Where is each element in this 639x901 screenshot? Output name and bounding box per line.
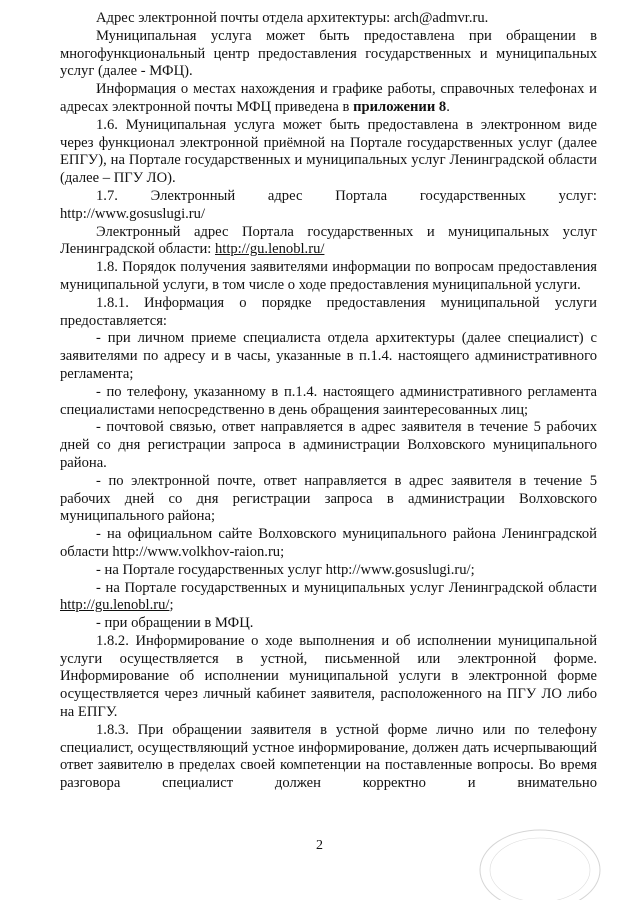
list-item-personal-reception xyxy=(60,330,597,383)
text-run: приложении 8 xyxy=(353,98,447,115)
stamp-mark xyxy=(455,800,605,900)
text-run: - на официальном сайте Волховского муниципального района Ленинградской области http://www.volkhov-raion.ru; xyxy=(60,526,597,560)
paragraph-1-8-3 xyxy=(60,722,597,793)
list-item-mfc xyxy=(60,615,597,633)
page-number: 2 xyxy=(316,838,323,853)
text-run: Электронный адрес Портала государственных и муниципальных услуг Ленинградской области: xyxy=(60,223,597,258)
text-run: 1.8.1. Информация о порядке предоставления муниципальной услуги предоставляется: xyxy=(60,294,597,329)
document-body xyxy=(60,10,597,793)
list-item-epgu xyxy=(60,562,597,580)
text-run: 1.8. Порядок получения заявителями информации по вопросам предоставления муниципальной услуги, в том числе о ходе предоставления муниципальной услуги. xyxy=(60,259,597,293)
text-run: Информация о местах нахождения и графике работы, справочных телефонах и адресах электронной почты МФЦ приведена в xyxy=(60,81,597,115)
text-run: 1.8.3. При обращении заявителя в устной форме лично или по телефону специалист, осуществляющий устное информирование, должен дать исчерпывающий ответ заявителю в пределах своей компетенции на поставленные вопросы. Во время разговора специалист должен корректно и внимательно xyxy=(60,721,597,792)
text-run: - на Портале государственных и муниципальных услуг Ленинградской области xyxy=(96,579,597,596)
text-run: - на Портале государственных услуг http://www.gosuslugi.ru/; xyxy=(96,561,475,578)
text-run: 1.6. Муниципальная услуга может быть предоставлена в электронном виде через функционал электронной приёмной на Портале государственных услуг (далее ЕПГУ), на Портале государственных и муниципальных услуг Ленинградской области (далее – ПГУ ЛО). xyxy=(60,116,597,187)
list-item-post xyxy=(60,419,597,472)
list-item-pgu-lo xyxy=(60,580,597,616)
paragraph-1-8 xyxy=(60,259,597,295)
paragraph-mfc-service xyxy=(60,28,597,81)
text-run: http://gu.lenobl.ru/ xyxy=(214,241,325,258)
text-run: . xyxy=(446,98,450,115)
paragraph-1-8-2 xyxy=(60,633,597,722)
paragraph-1-8-1 xyxy=(60,295,597,331)
text-run: - почтовой связью, ответ направляется в адрес заявителя в течение 5 рабочих дней со дня регистрации запроса в администрации Волховского муниципального района. xyxy=(60,419,597,471)
text-run: Муниципальная услуга может быть предоставлена при обращении в многофункциональный центр предоставления государственных и муниципальных услуг (далее - МФЦ). xyxy=(60,27,597,80)
paragraph-mfc-info xyxy=(60,81,597,117)
text-run: - по электронной почте, ответ направляется в адрес заявителя в течение 5 рабочих дней со дня регистрации запроса в администрации Волховского муниципального района; xyxy=(60,472,597,525)
text-run: ; xyxy=(169,597,174,614)
list-item-email xyxy=(60,473,597,526)
text-run: http://gu.lenobl.ru/ xyxy=(60,597,170,614)
text-run: - при обращении в МФЦ. xyxy=(96,615,254,632)
paragraph-1-6 xyxy=(60,117,597,188)
text-run: Адрес электронной почты отдела архитектуры: arch@admvr.ru. xyxy=(96,10,489,26)
paragraph-pgu-lo-address xyxy=(60,224,597,260)
list-item-phone xyxy=(60,384,597,420)
text-run: - по телефону, указанному в п.1.4. настоящего административного регламента специалистами непосредственно в день обращения заинтересованных лиц; xyxy=(60,383,597,418)
list-item-official-site xyxy=(60,526,597,562)
text-run: 1.8.2. Информирование о ходе выполнения и об исполнении муниципальной услуги осуществляется в устной, письменной или электронной форме. Информирование об исполнении муниципальной услуги в электронной форме осуществляется через личный кабинет заявителя, расположенного на ПГУ ЛО либо на ЕПГУ. xyxy=(60,632,597,721)
paragraph-email-arch xyxy=(60,10,597,28)
text-run: 1.7. Электронный адрес Портала государственных услуг: http://www.gosuslugi.ru/ xyxy=(60,187,597,222)
text-run: - при личном приеме специалиста отдела архитектуры (далее специалист) с заявителями по адресу и в часы, указанные в п.1.4. настоящего административного регламента; xyxy=(60,330,597,382)
paragraph-1-7 xyxy=(60,188,597,224)
